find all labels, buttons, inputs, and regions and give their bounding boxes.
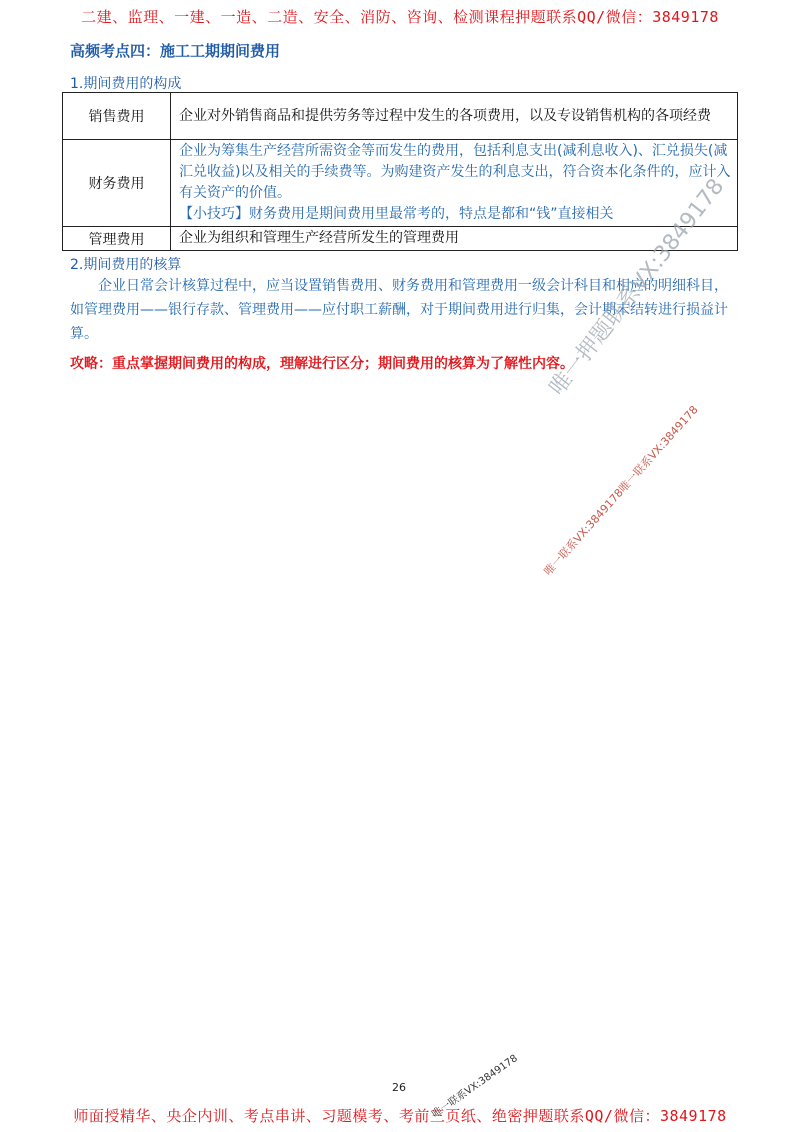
bottom-banner: 师面授精华、央企内训、考点串讲、习题模考、考前三页纸、绝密押题联系QQ/微信：3849178 [73,1107,727,1125]
row-name: 财务费用 [63,140,171,227]
expense-table [62,92,738,251]
table-row [63,140,738,227]
table-row [63,93,738,140]
row-name: 销售费用 [63,93,171,140]
top-banner: 二建、监理、一建、一造、二造、安全、消防、咨询、检测课程押题联系QQ/微信：3849178 [81,8,719,26]
watermark: 唯一押题联系VX:3849178 [544,174,730,401]
row-desc: 企业对外销售商品和提供劳务等过程中发生的各项费用，以及专设销售机构的各项经费 [171,93,738,140]
row-desc: 企业为组织和管理生产经营所发生的管理费用 [171,227,738,251]
heading-composition: 1.期间费用的构成 [70,76,182,92]
heading-accounting: 2.期间费用的核算 [70,257,182,273]
watermark: 唯一联系VX:3849178唯一联系VX:3849178 [541,403,701,579]
section-title: 高频考点四：施工工期期间费用 [70,42,281,60]
watermark: 唯一联系VX:3849178 [430,1052,520,1121]
finance-desc-text: 企业为筹集生产经营所需资金等而发生的费用，包括利息支出(减利息收入)、汇兑损失(减汇兑收益)以及相关的手续费等。为购建资产发生的利息支出，符合资本化条件的，应计入有关资产的价值。 [179,143,731,201]
table-row [63,227,738,251]
row-desc [171,140,738,227]
row-name: 管理费用 [63,227,171,251]
page-number: 26 [392,1081,406,1094]
strategy-note: 攻略：重点掌握期间费用的构成，理解进行区分；期间费用的核算为了解性内容。 [70,356,574,372]
paragraph-text: 企业日常会计核算过程中，应当设置销售费用、财务费用和管理费用一级会计科目和相应的明细科目，如管理费用——银行存款、管理费用——应付职工薪酬，对于期间费用进行归集，会计期末结转进行损益计算。 [70,278,728,342]
finance-tip: 【小技巧】财务费用是期间费用里最常考的，特点是都和“钱”直接相关 [179,206,614,222]
